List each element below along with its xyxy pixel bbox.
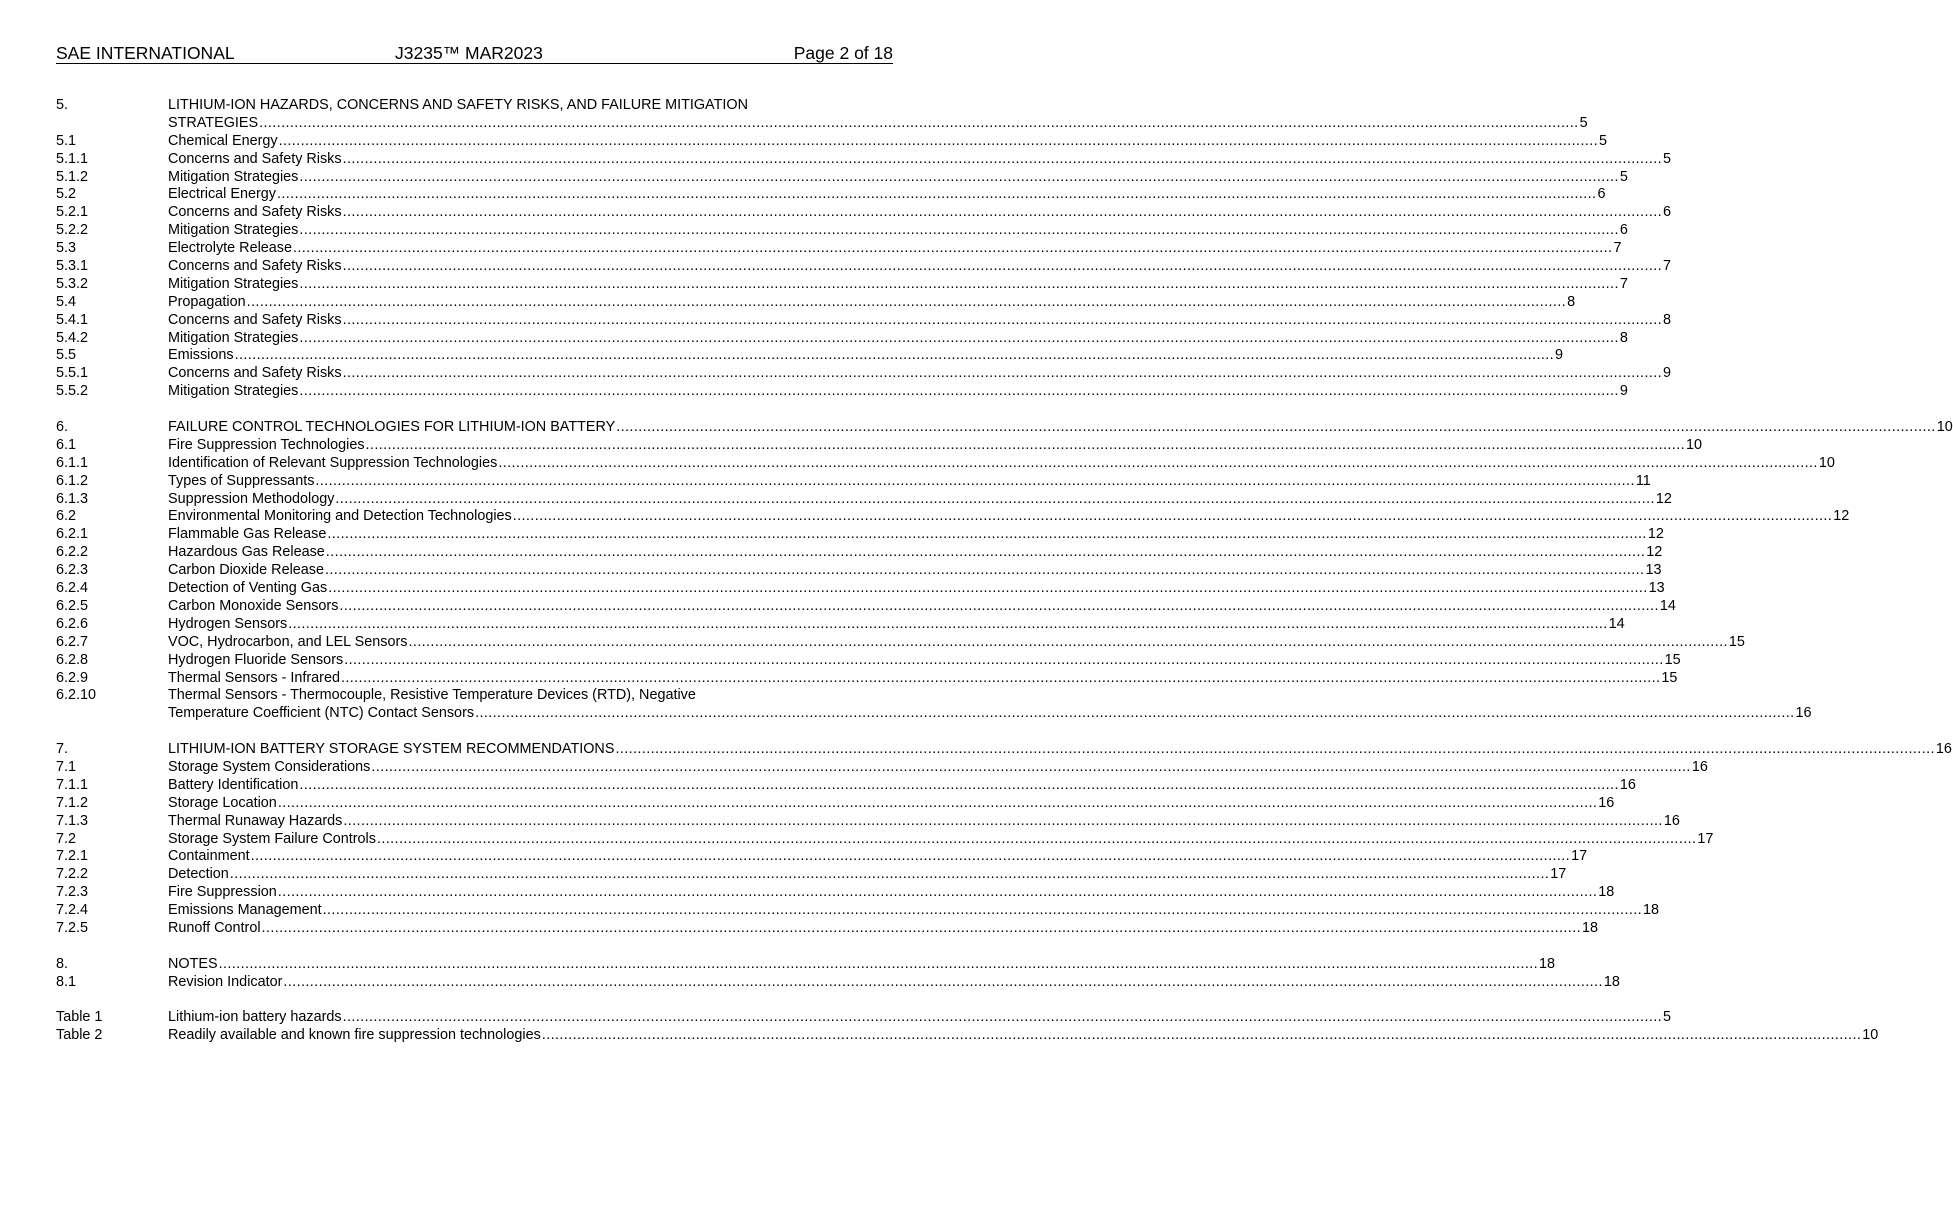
toc-entry[interactable] — [56, 687, 893, 705]
page-number[interactable]: 16 — [1691, 758, 1708, 775]
section-title[interactable]: Carbon Monoxide Sensors — [168, 597, 339, 614]
toc-group — [56, 1009, 1879, 1045]
page-number[interactable]: 11 — [1635, 472, 1651, 489]
dot-leader: ............................................................................................................................................................................................................................................................................................................ — [288, 615, 1608, 632]
section-title[interactable]: Thermal Sensors - Infrared — [168, 669, 340, 686]
page-number[interactable]: 15 — [1728, 633, 1745, 650]
section-title[interactable]: Storage Location — [168, 794, 277, 811]
toc-entry[interactable] — [56, 848, 1588, 866]
dot-leader: ............................................................................................................................................................................................................................................................................................................ — [325, 544, 1646, 561]
page-number[interactable]: 10 — [1818, 454, 1835, 471]
section-title[interactable]: Mitigation Strategies — [168, 275, 299, 292]
section-number: 6.2.2 — [56, 544, 89, 561]
section-title[interactable]: LITHIUM-ION BATTERY STORAGE SYSTEM RECOMMENDATIONS — [168, 741, 615, 758]
toc-entry[interactable] — [56, 293, 1576, 312]
dot-leader: ............................................................................................................................................................................................................................................................................................................ — [229, 866, 1550, 883]
toc-entry[interactable] — [56, 633, 1745, 652]
section-number: 6.1.1 — [56, 454, 89, 471]
section-number: 7.2 — [56, 830, 77, 847]
dot-leader: ............................................................................................................................................................................................................................................................................................................ — [342, 1009, 1663, 1026]
toc-entry[interactable] — [56, 580, 1665, 598]
toc-entry[interactable] — [56, 615, 1625, 634]
dot-leader: ............................................................................................................................................................................................................................................................................................................ — [292, 240, 1613, 257]
toc-entry[interactable] — [56, 132, 1608, 151]
page-number[interactable]: 8 — [1619, 329, 1628, 346]
page-number[interactable]: 10 — [1936, 419, 1953, 436]
dot-leader: ............................................................................................................................................................................................................................................................................................................ — [322, 902, 1643, 919]
toc-entry[interactable] — [56, 508, 1850, 526]
dot-leader: ............................................................................................................................................................................................................................................................................................................ — [259, 114, 1579, 131]
toc-entry[interactable] — [56, 955, 1556, 974]
dot-leader: ............................................................................................................................................................................................................................................................................................................ — [475, 705, 1795, 722]
dot-leader: ............................................................................................................................................................................................................................................................................................................ — [344, 651, 1664, 668]
page-number[interactable]: 6 — [1663, 204, 1672, 221]
page-number[interactable]: 10 — [1686, 436, 1703, 453]
page-number[interactable]: 9 — [1555, 347, 1564, 364]
dot-leader: ............................................................................................................................................................................................................................................................................................................ — [365, 436, 1685, 453]
section-title[interactable]: Storage System Failure Controls — [168, 830, 376, 847]
toc-group — [56, 741, 1952, 938]
section-number: 5.3.1 — [56, 258, 89, 275]
dot-leader: ............................................................................................................................................................................................................................................................................................................ — [512, 508, 1833, 525]
toc-entry[interactable] — [56, 741, 1952, 759]
section-title[interactable]: Fire Suppression — [168, 884, 277, 901]
section-number: 7.2.3 — [56, 884, 89, 901]
page-number[interactable]: 15 — [1661, 669, 1678, 686]
section-title[interactable]: Revision Indicator — [168, 973, 283, 990]
page-number[interactable]: 6 — [1619, 222, 1628, 239]
dot-leader: ............................................................................................................................................................................................................................................................................................................ — [276, 186, 1597, 203]
section-title[interactable]: Electrolyte Release — [168, 240, 292, 257]
dot-leader: ............................................................................................................................................................................................................................................................................................................ — [376, 830, 1697, 847]
section-title[interactable]: VOC, Hydrocarbon, and LEL Sensors — [168, 633, 408, 650]
dot-leader: ............................................................................................................................................................................................................................................................................................................ — [342, 311, 1663, 328]
section-number: 5.4.1 — [56, 311, 89, 328]
header-org: SAE INTERNATIONAL — [56, 43, 235, 63]
toc-entry[interactable] — [56, 866, 1567, 884]
toc-entry[interactable] — [56, 186, 1606, 204]
section-number: 8. — [56, 955, 69, 972]
section-title[interactable]: Thermal Sensors - Thermocouple, Resistive Temperature Devices (RTD), Negative — [168, 687, 696, 704]
toc-entry[interactable] — [56, 651, 1681, 670]
toc-entry-continuation[interactable] — [56, 705, 1812, 723]
toc-entry[interactable] — [56, 544, 1663, 562]
header-page-number: Page 2 of 18 — [793, 43, 893, 63]
section-number: 6.1.2 — [56, 472, 89, 489]
header-doc-id: J3235™ MAR2023 — [395, 43, 543, 63]
dot-leader: ............................................................................................................................................................................................................................................................................................................ — [342, 204, 1663, 221]
section-title-continued[interactable]: Temperature Coefficient (NTC) Contact Sensors — [168, 705, 475, 722]
toc-group — [56, 97, 1672, 401]
toc-entry[interactable] — [56, 222, 1628, 240]
dot-leader: ............................................................................................................................................................................................................................................................................................................ — [234, 347, 1555, 364]
dot-leader: ............................................................................................................................................................................................................................................................................................................ — [299, 168, 1619, 185]
section-title[interactable]: LITHIUM-ION HAZARDS, CONCERNS AND SAFETY RISKS, AND FAILURE MITIGATION — [168, 97, 748, 113]
dot-leader: ............................................................................................................................................................................................................................................................................................................ — [335, 490, 1655, 507]
page-number[interactable]: 9 — [1619, 383, 1628, 400]
section-number: 5.4.2 — [56, 329, 89, 346]
section-number: 5.1.1 — [56, 150, 89, 167]
indent-spacer — [56, 705, 168, 723]
section-title-continued[interactable]: STRATEGIES — [168, 114, 259, 131]
section-title[interactable]: Concerns and Safety Risks — [168, 365, 342, 382]
toc-entry[interactable] — [56, 919, 1599, 938]
toc-entry[interactable] — [56, 97, 893, 115]
toc-entry[interactable] — [56, 168, 1628, 187]
toc-entry[interactable] — [56, 758, 1708, 777]
dot-leader: ............................................................................................................................................................................................................................................................................................................ — [218, 955, 1539, 972]
section-title[interactable]: Environmental Monitoring and Detection Technologies — [168, 508, 512, 525]
toc-entry[interactable] — [56, 1027, 1879, 1045]
section-title[interactable]: Emissions Management — [168, 902, 322, 919]
dot-leader: ............................................................................................................................................................................................................................................................................................................ — [277, 884, 1598, 901]
toc-entry[interactable] — [56, 258, 1672, 276]
dot-leader: ............................................................................................................................................................................................................................................................................................................ — [299, 275, 1619, 292]
toc-entry[interactable] — [56, 311, 1672, 330]
toc-entry[interactable] — [56, 150, 1672, 169]
toc-entry[interactable] — [56, 669, 1678, 688]
page-number[interactable]: 16 — [1598, 794, 1615, 811]
section-number: 7.1.3 — [56, 812, 89, 829]
section-number: 6.2.10 — [56, 687, 97, 704]
toc-entry[interactable] — [56, 204, 1672, 222]
section-title[interactable]: Mitigation Strategies — [168, 383, 299, 400]
dot-leader: ............................................................................................................................................................................................................................................................................................................ — [278, 132, 1599, 149]
dot-leader: ............................................................................................................................................................................................................................................................................................................ — [283, 973, 1603, 990]
section-title[interactable]: Battery Identification — [168, 776, 299, 793]
dot-leader: ............................................................................................................................................................................................................................................................................................................ — [299, 383, 1619, 400]
section-title[interactable]: Containment — [168, 848, 250, 865]
dot-leader: ............................................................................................................................................................................................................................................................................................................ — [277, 794, 1598, 811]
section-title[interactable]: Detection — [168, 866, 229, 883]
section-title[interactable]: Mitigation Strategies — [168, 222, 299, 239]
page-number[interactable]: 14 — [1608, 615, 1625, 632]
section-number: Table 2 — [56, 1027, 103, 1044]
section-title[interactable]: Concerns and Safety Risks — [168, 204, 342, 221]
section-title[interactable]: Identification of Relevant Suppression Technologies — [168, 454, 498, 471]
toc-entry[interactable] — [56, 812, 1680, 831]
dot-leader: ............................................................................................................................................................................................................................................................................................................ — [325, 562, 1645, 579]
dot-leader: ............................................................................................................................................................................................................................................................................................................ — [342, 258, 1663, 275]
page-header — [56, 43, 893, 64]
section-number: 6.2.7 — [56, 633, 89, 650]
dot-leader: ............................................................................................................................................................................................................................................................................................................ — [340, 669, 1661, 686]
toc-entry[interactable] — [56, 597, 1676, 616]
section-number: 6.2.6 — [56, 615, 89, 632]
section-title[interactable]: Hydrogen Fluoride Sensors — [168, 651, 344, 668]
section-title[interactable]: Thermal Runaway Hazards — [168, 812, 343, 829]
page-number[interactable]: 10 — [1862, 1027, 1879, 1044]
section-number: 6.2.3 — [56, 562, 89, 579]
dot-leader: ............................................................................................................................................................................................................................................................................................................ — [315, 472, 1635, 489]
section-number: 6.2.9 — [56, 669, 89, 686]
dot-leader: ............................................................................................................................................................................................................................................................................................................ — [327, 526, 1647, 543]
page-number[interactable]: 12 — [1646, 544, 1663, 561]
page-number[interactable]: 13 — [1645, 562, 1662, 579]
dot-leader: ............................................................................................................................................................................................................................................................................................................ — [299, 222, 1619, 239]
section-title[interactable]: Storage System Considerations — [168, 758, 371, 775]
toc-entry[interactable] — [56, 794, 1615, 813]
page-number[interactable]: 18 — [1598, 884, 1615, 901]
toc-entry[interactable] — [56, 419, 1953, 437]
section-title[interactable]: Suppression Methodology — [168, 490, 335, 507]
section-number: 5.5.1 — [56, 365, 89, 382]
section-number: 7. — [56, 741, 69, 758]
page-number[interactable]: 8 — [1663, 311, 1672, 328]
section-title[interactable]: NOTES — [168, 955, 218, 972]
dot-leader: ............................................................................................................................................................................................................................................................................................................ — [250, 848, 1571, 865]
section-number: 7.2.2 — [56, 866, 89, 883]
page-number[interactable]: 14 — [1659, 597, 1676, 614]
dot-leader: ............................................................................................................................................................................................................................................................................................................ — [615, 741, 1935, 758]
page-number[interactable]: 5 — [1619, 168, 1628, 185]
page-number[interactable]: 7 — [1663, 258, 1672, 275]
toc-entry[interactable] — [56, 365, 1672, 383]
dot-leader: ............................................................................................................................................................................................................................................................................................................ — [299, 329, 1619, 346]
page-number[interactable]: 18 — [1603, 973, 1620, 990]
dot-leader: ............................................................................................................................................................................................................................................................................................................ — [342, 150, 1663, 167]
section-title[interactable]: Concerns and Safety Risks — [168, 150, 342, 167]
section-number: 5.3.2 — [56, 275, 89, 292]
section-number: 7.2.1 — [56, 848, 89, 865]
section-number: 5.2.2 — [56, 222, 89, 239]
page-number[interactable]: 6 — [1597, 186, 1606, 203]
dot-leader: ............................................................................................................................................................................................................................................................................................................ — [246, 293, 1567, 310]
page-number[interactable]: 12 — [1647, 526, 1664, 543]
section-title[interactable]: Hydrogen Sensors — [168, 615, 288, 632]
section-number: 6.2 — [56, 508, 77, 525]
toc-entry[interactable] — [56, 973, 1620, 992]
section-title[interactable]: Runoff Control — [168, 919, 261, 936]
page-number[interactable]: 17 — [1697, 830, 1714, 847]
section-title[interactable]: Chemical Energy — [168, 132, 278, 149]
toc-entry[interactable] — [56, 526, 1664, 544]
page-number[interactable]: 16 — [1619, 776, 1636, 793]
page-number[interactable]: 17 — [1571, 848, 1588, 865]
page-number[interactable]: 18 — [1582, 919, 1599, 936]
page-number[interactable]: 18 — [1643, 902, 1660, 919]
section-number: 5. — [56, 97, 69, 113]
toc-entry[interactable] — [56, 472, 1651, 491]
page-number[interactable]: 17 — [1550, 866, 1567, 883]
section-number: 6.2.8 — [56, 651, 89, 668]
toc-entry[interactable] — [56, 347, 1564, 365]
dot-leader: ............................................................................................................................................................................................................................................................................................................ — [342, 365, 1663, 382]
section-number: 6.2.5 — [56, 597, 89, 614]
page-number[interactable]: 16 — [1935, 741, 1952, 758]
section-number: Table 1 — [56, 1009, 103, 1026]
section-number: 5.5.2 — [56, 383, 89, 400]
toc-entry[interactable] — [56, 329, 1628, 348]
section-title[interactable]: FAILURE CONTROL TECHNOLOGIES FOR LITHIUM-ION BATTERY — [168, 419, 616, 436]
section-number: 6.2.1 — [56, 526, 89, 543]
dot-leader: ............................................................................................................................................................................................................................................................................................................ — [299, 776, 1619, 793]
section-title[interactable]: Concerns and Safety Risks — [168, 311, 342, 328]
dot-leader: ............................................................................................................................................................................................................................................................................................................ — [616, 419, 1936, 436]
dot-leader: ............................................................................................................................................................................................................................................................................................................ — [261, 919, 1581, 936]
page-number[interactable]: 16 — [1663, 812, 1680, 829]
page-number[interactable]: 9 — [1663, 365, 1672, 382]
dot-leader: ............................................................................................................................................................................................................................................................................................................ — [408, 633, 1728, 650]
section-title[interactable]: Hazardous Gas Release — [168, 544, 325, 561]
indent-spacer — [56, 115, 168, 133]
section-number: 6.1.3 — [56, 490, 89, 507]
toc-entry[interactable] — [56, 436, 1703, 455]
page-number[interactable]: 7 — [1619, 275, 1628, 292]
dot-leader: ............................................................................................................................................................................................................................................................................................................ — [343, 812, 1663, 829]
page-number[interactable]: 18 — [1539, 955, 1556, 972]
page-number[interactable]: 12 — [1833, 508, 1850, 525]
page-number[interactable]: 16 — [1795, 705, 1812, 722]
section-title[interactable]: Flammable Gas Release — [168, 526, 327, 543]
section-number: 5.3 — [56, 240, 77, 257]
section-number: 5.1 — [56, 132, 77, 149]
page-number[interactable]: 12 — [1655, 490, 1672, 507]
section-title[interactable]: Carbon Dioxide Release — [168, 562, 324, 579]
toc-entry[interactable] — [56, 1009, 1672, 1027]
page-number[interactable]: 13 — [1648, 580, 1665, 597]
section-number: 6. — [56, 419, 69, 436]
dot-leader: ............................................................................................................................................................................................................................................................................................................ — [498, 454, 1818, 471]
toc-entry-continuation[interactable] — [56, 114, 1588, 133]
section-title[interactable]: Detection of Venting Gas — [168, 580, 328, 597]
toc-entry[interactable] — [56, 275, 1628, 294]
section-number: 7.1.2 — [56, 794, 89, 811]
section-number: 7.1.1 — [56, 776, 89, 793]
section-title[interactable]: Propagation — [168, 293, 246, 310]
section-number: 7.1 — [56, 758, 77, 775]
section-number: 5.1.2 — [56, 168, 89, 185]
section-number: 5.2.1 — [56, 204, 89, 221]
page-number[interactable]: 15 — [1664, 651, 1681, 668]
page-number[interactable]: 5 — [1663, 1009, 1672, 1026]
dot-leader: ............................................................................................................................................................................................................................................................................................................ — [328, 580, 1648, 597]
table-of-contents — [56, 97, 1953, 1063]
section-number: 5.5 — [56, 347, 77, 364]
section-title[interactable]: Mitigation Strategies — [168, 329, 299, 346]
toc-group — [56, 955, 1620, 992]
page-number[interactable]: 7 — [1613, 240, 1622, 257]
section-number: 7.2.5 — [56, 919, 89, 936]
section-title[interactable]: Emissions — [168, 347, 234, 364]
section-title[interactable]: Mitigation Strategies — [168, 168, 299, 185]
section-title[interactable]: Lithium-ion battery hazards — [168, 1009, 342, 1026]
section-title[interactable]: Fire Suppression Technologies — [168, 436, 365, 453]
section-number: 6.1 — [56, 436, 77, 453]
toc-entry[interactable] — [56, 830, 1714, 849]
toc-entry[interactable] — [56, 454, 1835, 473]
toc-entry[interactable] — [56, 884, 1615, 902]
toc-entry[interactable] — [56, 383, 1628, 401]
toc-entry[interactable] — [56, 776, 1636, 795]
dot-leader: ............................................................................................................................................................................................................................................................................................................ — [541, 1027, 1862, 1044]
dot-leader: ............................................................................................................................................................................................................................................................................................................ — [339, 597, 1659, 614]
toc-entry[interactable] — [56, 490, 1672, 509]
dot-leader: ............................................................................................................................................................................................................................................................................................................ — [371, 758, 1691, 775]
page-number[interactable]: 5 — [1579, 114, 1588, 131]
section-number: 5.2 — [56, 186, 77, 203]
section-title[interactable]: Electrical Energy — [168, 186, 276, 203]
page-number[interactable]: 5 — [1599, 132, 1608, 149]
section-title[interactable]: Types of Suppressants — [168, 472, 315, 489]
section-title[interactable]: Readily available and known fire suppression technologies — [168, 1027, 541, 1044]
page-number[interactable]: 8 — [1567, 293, 1576, 310]
toc-group — [56, 419, 1953, 723]
section-number: 6.2.4 — [56, 580, 89, 597]
toc-entry[interactable] — [56, 902, 1660, 920]
toc-entry[interactable] — [56, 240, 1622, 258]
section-title[interactable]: Concerns and Safety Risks — [168, 258, 342, 275]
toc-entry[interactable] — [56, 562, 1662, 580]
section-number: 8.1 — [56, 973, 77, 990]
page-number[interactable]: 5 — [1663, 150, 1672, 167]
section-number: 7.2.4 — [56, 902, 89, 919]
section-number: 5.4 — [56, 293, 77, 310]
